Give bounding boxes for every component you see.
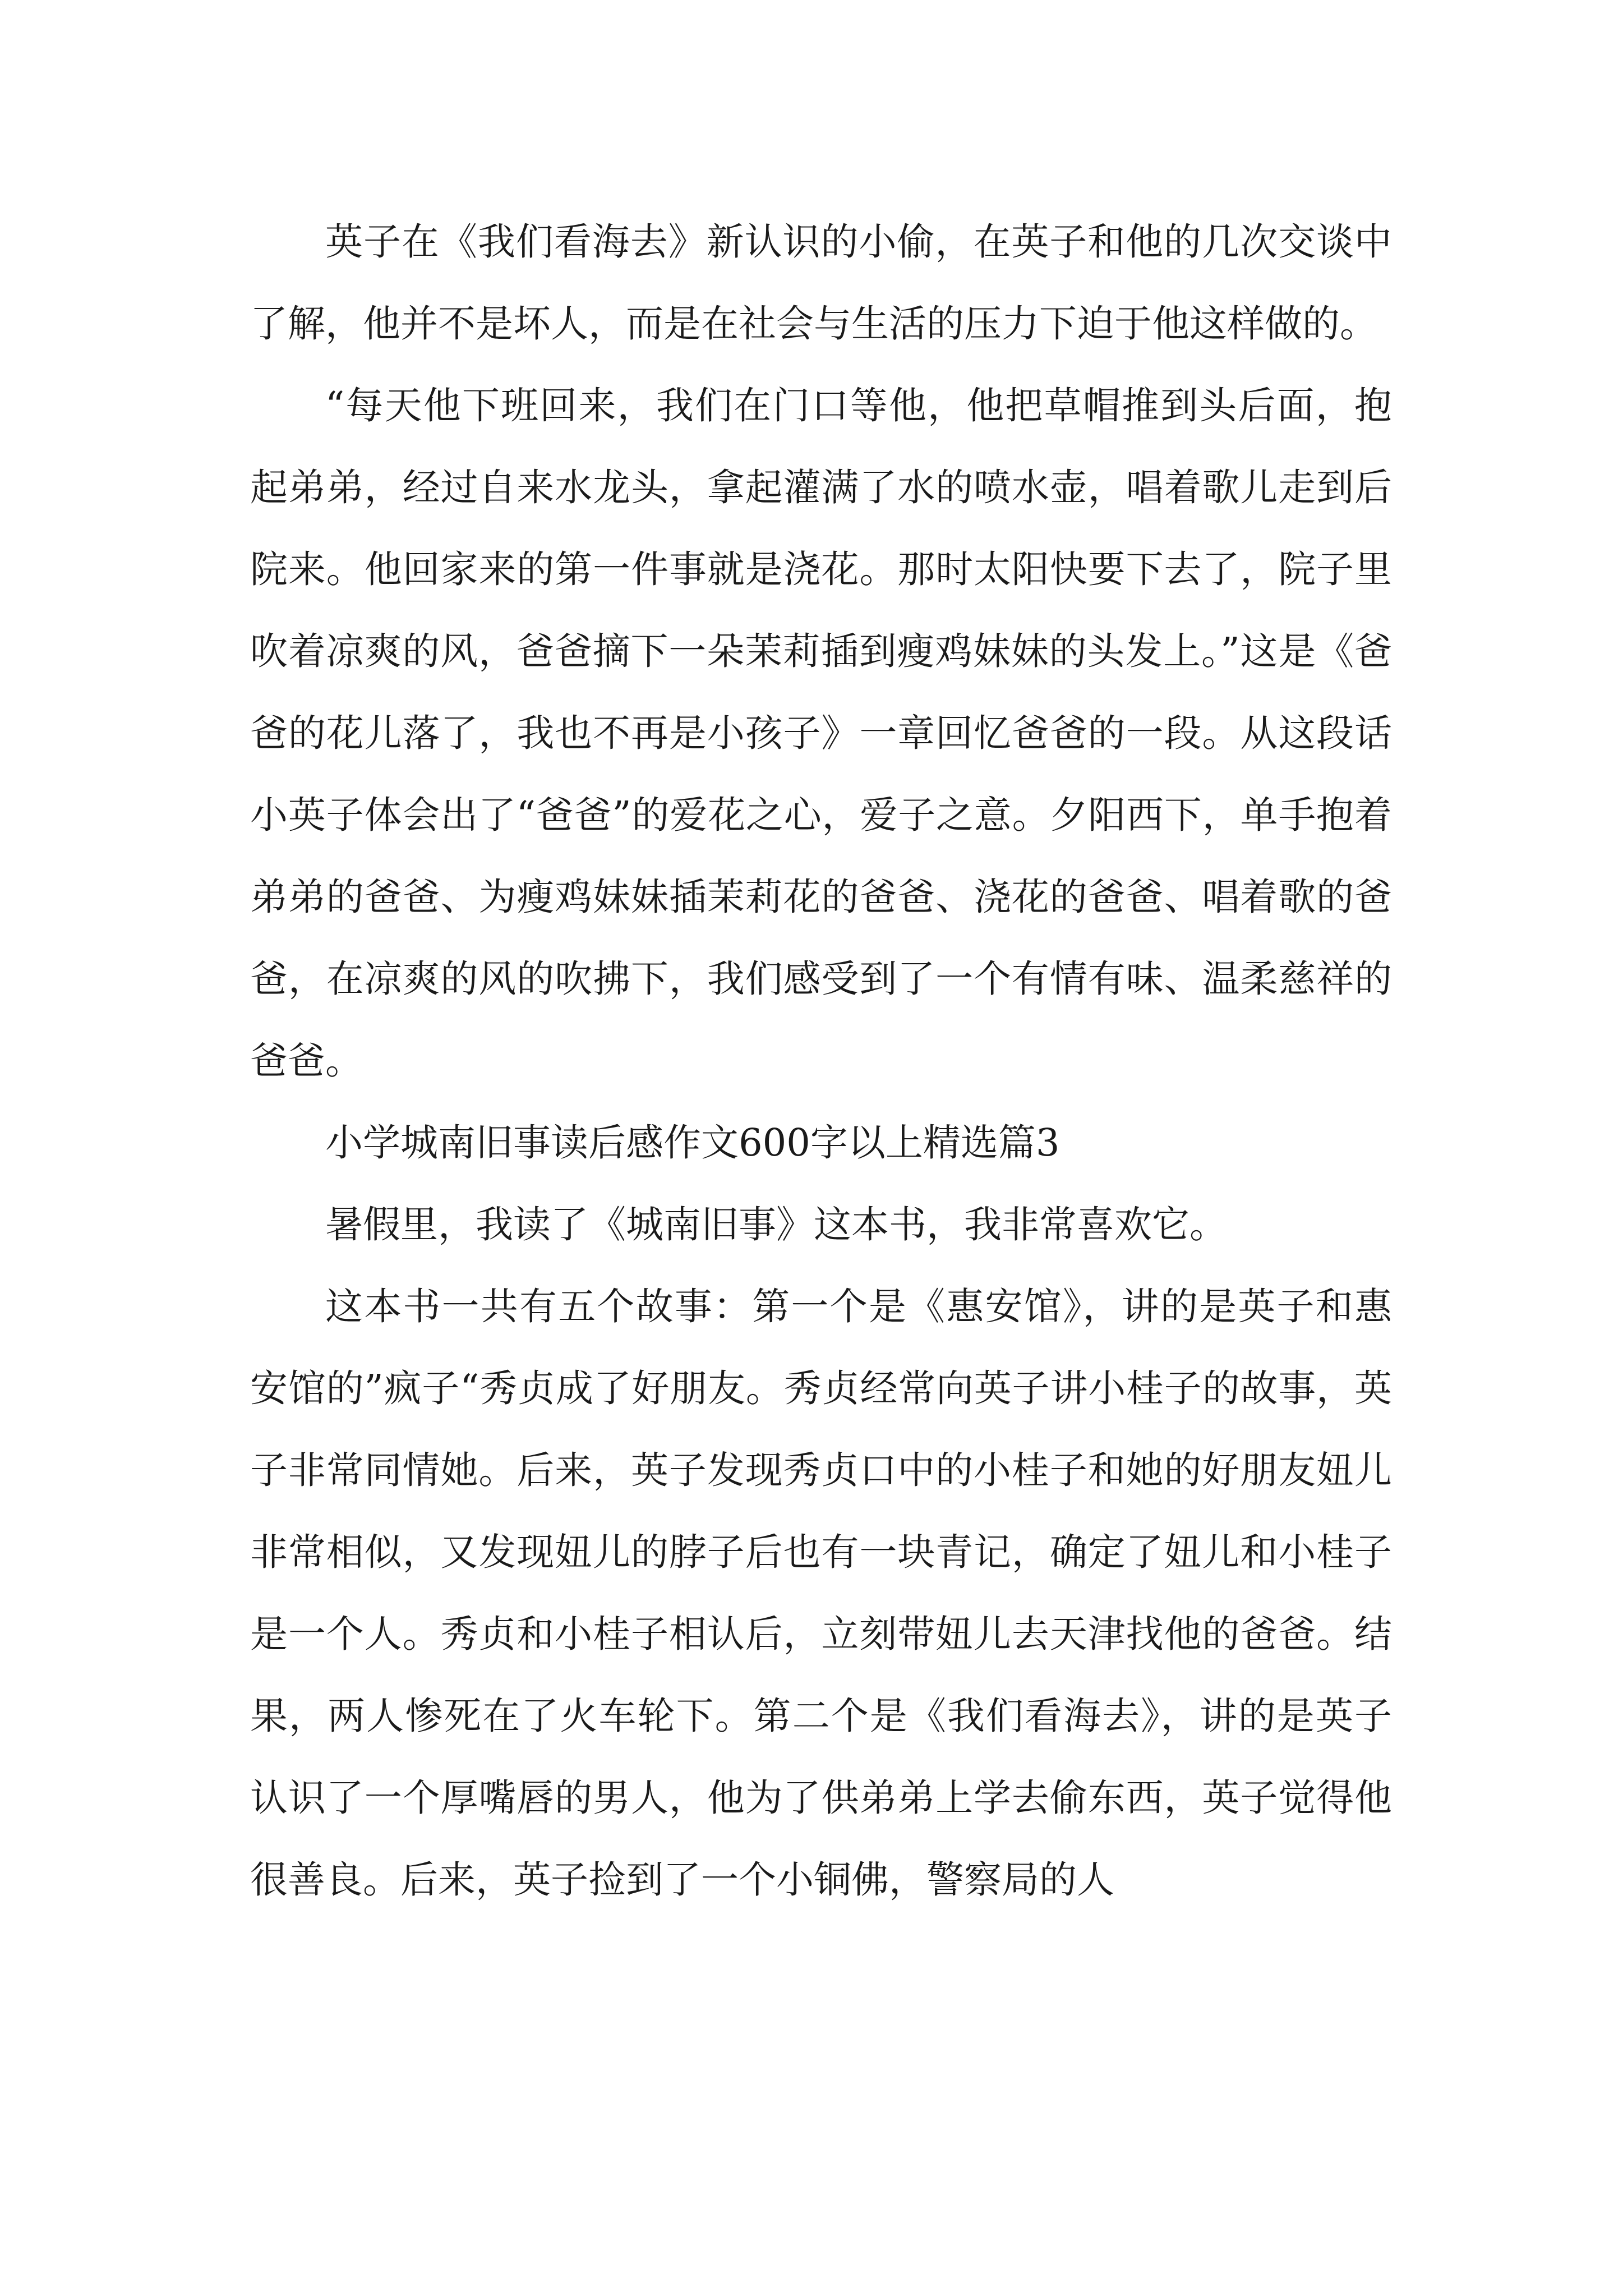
paragraph-thief: 英子在《我们看海去》新认识的小偷，在英子和他的几次交谈中了解，他并不是坏人，而是在社会与生活的压力下迫于他这样做的。: [250, 220, 1392, 346]
paragraph-summer-reading: 暑假里，我读了《城南旧事》这本书，我非常喜欢它。: [325, 1203, 1227, 1246]
document-body: [250, 201, 1392, 1921]
section-heading: 小学城南旧事读后感作文600字以上精选篇3: [325, 1121, 1060, 1165]
paragraph-five-stories: 这本书一共有五个故事：第一个是《惠安馆》，讲的是英子和惠安馆的”疯子“秀贞成了好朋友。秀贞经常向英子讲小桂子的故事，英子非常同情她。后来，英子发现秀贞口中的小桂子和她的好朋友妞儿非常相似，又发现妞儿的脖子后也有一块青记，确定了妞儿和小桂子是一个人。秀贞和小桂子相认后，立刻带妞儿去天津找他的爸爸。结果，两人惨死在了火车轮下。第二个是《我们看海去》，讲的是英子认识了一个厚嘴唇的男人，他为了供弟弟上学去偷东西，英子觉得他很善良。后来，英子捡到了一个小铜佛，警察局的人: [250, 1285, 1392, 1902]
paragraph-father-flowers: “每天他下班回来，我们在门口等他，他把草帽推到头后面，抱起弟弟，经过自来水龙头，拿起灌满了水的喷水壶，唱着歌儿走到后院来。他回家来的第一件事就是浇花。那时太阳快要下去了，院子里吹着凉爽的风，爸爸摘下一朵茉莉插到瘦鸡妹妹的头发上。”这是《爸爸的花儿落了，我也不再是小孩子》一章回忆爸爸的一段。从这段话小英子体会出了“爸爸”的爱花之心，爱子之意。夕阳西下，单手抱着弟弟的爸爸、为瘦鸡妹妹插茉莉花的爸爸、浇花的爸爸、唱着歌的爸爸，在凉爽的风的吹拂下，我们感受到了一个有情有味、温柔慈祥的爸爸。: [250, 384, 1392, 1083]
